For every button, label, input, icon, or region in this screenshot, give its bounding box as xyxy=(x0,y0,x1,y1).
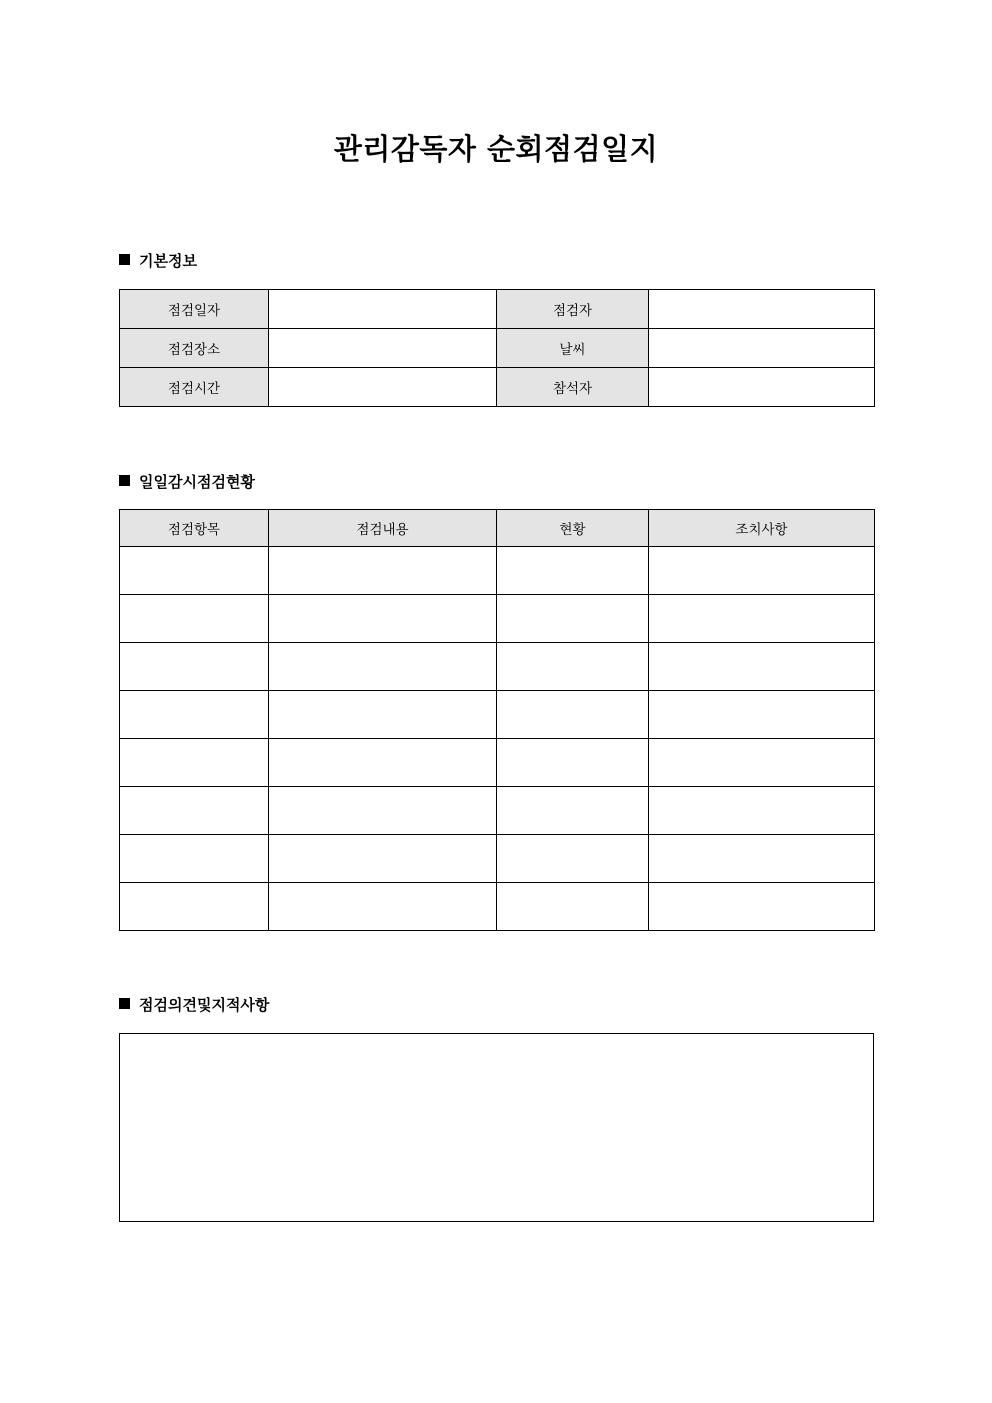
label-inspection-time: 점검시간 xyxy=(120,368,269,407)
cell-inspection-content[interactable] xyxy=(269,835,497,883)
cell-status[interactable] xyxy=(497,883,649,931)
label-inspector: 점검자 xyxy=(497,290,649,329)
column-header-inspection-item: 점검항목 xyxy=(120,510,269,547)
section-heading-daily-inspection-label: 일일감시점검현황 xyxy=(139,473,255,491)
label-inspection-date: 점검일자 xyxy=(120,290,269,329)
table-row xyxy=(120,290,875,329)
table-row xyxy=(120,547,875,595)
table-row xyxy=(120,787,875,835)
cell-inspection-content[interactable] xyxy=(269,739,497,787)
table-row xyxy=(120,368,875,407)
table-row xyxy=(120,595,875,643)
cell-status[interactable] xyxy=(497,547,649,595)
filled-square-bullet-icon xyxy=(119,998,130,1009)
cell-action-taken[interactable] xyxy=(649,547,875,595)
cell-status[interactable] xyxy=(497,595,649,643)
column-header-inspection-content: 점검내용 xyxy=(269,510,497,547)
cell-inspection-item[interactable] xyxy=(120,787,269,835)
cell-inspection-content[interactable] xyxy=(269,883,497,931)
cell-action-taken[interactable] xyxy=(649,643,875,691)
value-attendees[interactable] xyxy=(649,368,875,407)
cell-inspection-content[interactable] xyxy=(269,643,497,691)
filled-square-bullet-icon xyxy=(119,475,130,486)
table-row xyxy=(120,835,875,883)
cell-action-taken[interactable] xyxy=(649,787,875,835)
cell-status[interactable] xyxy=(497,691,649,739)
section-heading-notes-label: 점검의견및지적사항 xyxy=(139,996,270,1014)
table-row xyxy=(120,739,875,787)
section-heading-daily-inspection xyxy=(119,471,255,492)
cell-inspection-item[interactable] xyxy=(120,739,269,787)
daily-inspection-table xyxy=(119,509,875,931)
label-inspection-place: 점검장소 xyxy=(120,329,269,368)
cell-inspection-content[interactable] xyxy=(269,595,497,643)
cell-inspection-item[interactable] xyxy=(120,691,269,739)
cell-status[interactable] xyxy=(497,835,649,883)
label-weather: 날씨 xyxy=(497,329,649,368)
cell-inspection-item[interactable] xyxy=(120,643,269,691)
table-header-row xyxy=(120,510,875,547)
section-heading-notes xyxy=(119,994,269,1015)
value-weather[interactable] xyxy=(649,329,875,368)
cell-inspection-content[interactable] xyxy=(269,691,497,739)
cell-inspection-item[interactable] xyxy=(120,595,269,643)
cell-action-taken[interactable] xyxy=(649,883,875,931)
table-row xyxy=(120,329,875,368)
section-heading-basic-info xyxy=(119,250,197,271)
value-inspection-place[interactable] xyxy=(269,329,497,368)
cell-inspection-content[interactable] xyxy=(269,787,497,835)
cell-status[interactable] xyxy=(497,643,649,691)
value-inspection-date[interactable] xyxy=(269,290,497,329)
cell-action-taken[interactable] xyxy=(649,691,875,739)
column-header-status: 현황 xyxy=(497,510,649,547)
section-heading-basic-info-label: 기본정보 xyxy=(139,252,197,270)
basic-info-table xyxy=(119,289,875,407)
column-header-action-taken: 조치사항 xyxy=(649,510,875,547)
cell-inspection-item[interactable] xyxy=(120,835,269,883)
value-inspection-time[interactable] xyxy=(269,368,497,407)
cell-inspection-item[interactable] xyxy=(120,883,269,931)
cell-status[interactable] xyxy=(497,787,649,835)
cell-inspection-item[interactable] xyxy=(120,547,269,595)
filled-square-bullet-icon xyxy=(119,254,130,265)
label-attendees: 참석자 xyxy=(497,368,649,407)
cell-action-taken[interactable] xyxy=(649,739,875,787)
page-title: 관리감독자 순회점검일지 xyxy=(333,132,659,166)
cell-status[interactable] xyxy=(497,739,649,787)
table-row xyxy=(120,883,875,931)
value-inspector[interactable] xyxy=(649,290,875,329)
table-row xyxy=(120,691,875,739)
cell-inspection-content[interactable] xyxy=(269,547,497,595)
notes-textarea[interactable] xyxy=(119,1033,874,1222)
cell-action-taken[interactable] xyxy=(649,835,875,883)
table-row xyxy=(120,643,875,691)
cell-action-taken[interactable] xyxy=(649,595,875,643)
